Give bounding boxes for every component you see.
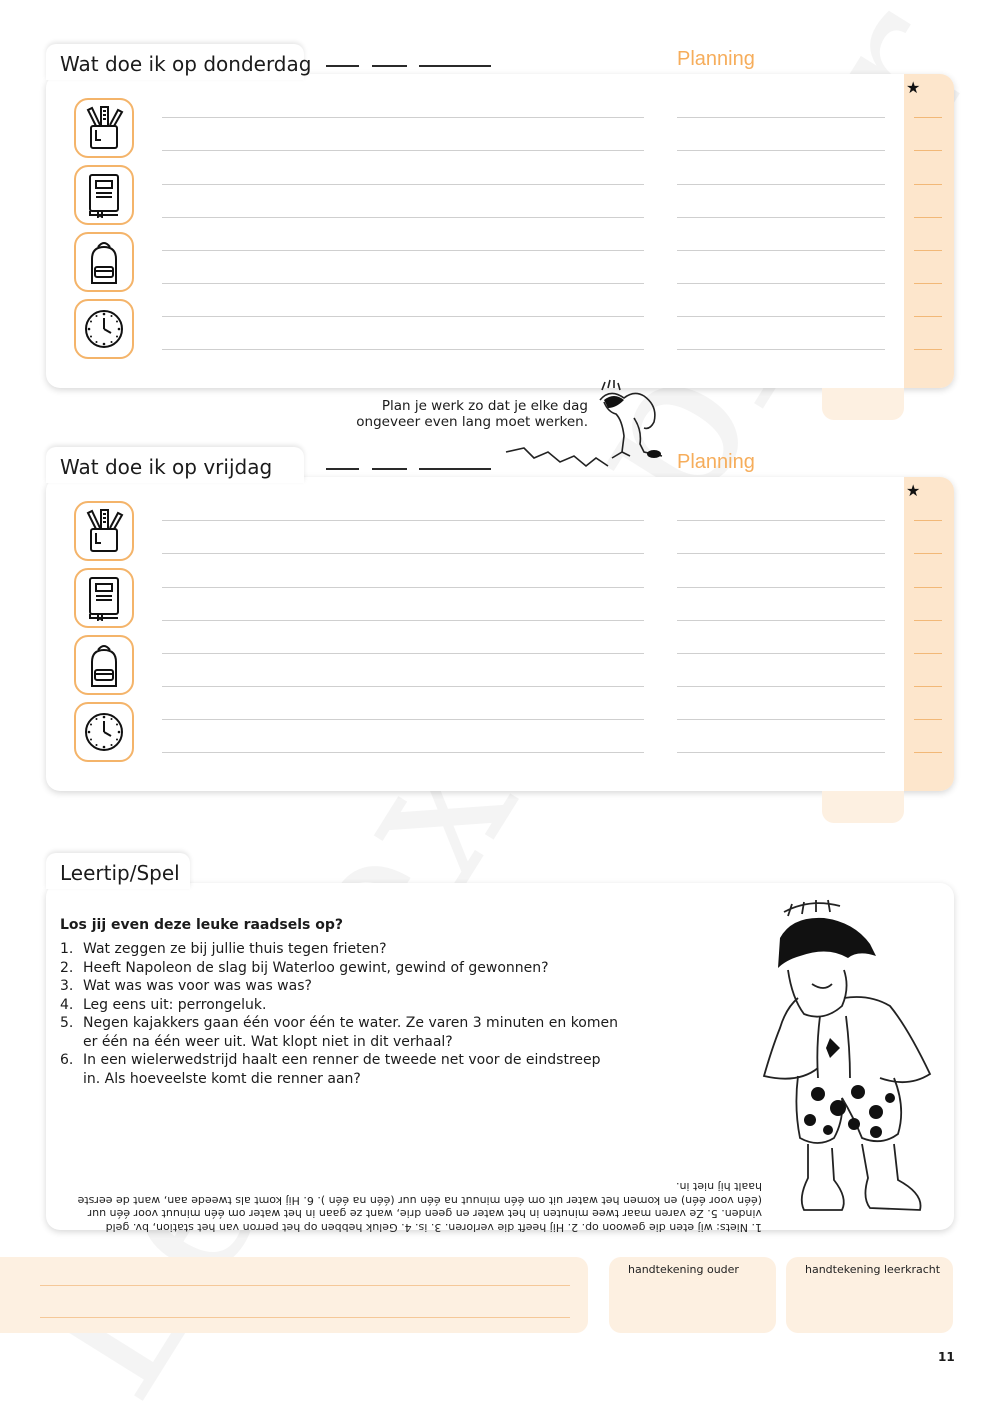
check-line[interactable] [914, 150, 942, 151]
task-line[interactable] [162, 150, 644, 151]
friday-card [46, 477, 954, 791]
check-line[interactable] [914, 752, 942, 753]
planning-line[interactable] [677, 686, 885, 687]
riddle-number: 2. [60, 959, 74, 976]
planning-line[interactable] [677, 553, 885, 554]
check-line[interactable] [914, 553, 942, 554]
check-line[interactable] [914, 620, 942, 621]
task-line[interactable] [162, 316, 644, 317]
book-icon [74, 568, 134, 628]
star-icon: ★ [906, 78, 921, 97]
date-day-line[interactable] [326, 468, 359, 470]
teacher-signature-label: handtekening leerkracht [805, 1263, 941, 1276]
planning-line[interactable] [677, 150, 885, 151]
riddle-question: Los jij even deze leuke raadsels op? [60, 917, 343, 933]
thursday-card [46, 74, 954, 388]
planning-line[interactable] [677, 719, 885, 720]
star-icon: ★ [906, 481, 921, 500]
parent-signature-label: handtekening ouder [628, 1263, 739, 1276]
check-line[interactable] [914, 184, 942, 185]
friday-check-strip [904, 477, 954, 791]
check-line[interactable] [914, 653, 942, 654]
riddle-list [60, 940, 620, 1088]
date-month-line[interactable] [372, 65, 407, 67]
clock-icon [74, 702, 134, 762]
check-line[interactable] [914, 217, 942, 218]
napoleon-illustration [758, 898, 938, 1220]
notes-box[interactable] [0, 1257, 588, 1333]
check-line[interactable] [914, 283, 942, 284]
planning-line[interactable] [677, 752, 885, 753]
planning-tip-text: Plan je werk zo dat je elke dag ongeveer even lang moet werken. [356, 398, 588, 430]
riddle-text: Wat was was voor was was was? [83, 978, 312, 994]
thursday-planning-label: Planning [677, 48, 755, 70]
riddle-text: Heeft Napoleon de slag bij Waterloo gewint, gewind of gewonnen? [83, 959, 549, 976]
friday-planning-label: Planning [677, 451, 755, 473]
clock-icon [74, 299, 134, 359]
planning-line[interactable] [677, 117, 885, 118]
friday-title: Wat doe ik op vrijdag [60, 455, 273, 479]
date-day-line[interactable] [326, 65, 359, 67]
task-line[interactable] [162, 620, 644, 621]
check-line[interactable] [914, 117, 942, 118]
check-line[interactable] [914, 250, 942, 251]
check-line[interactable] [914, 686, 942, 687]
list-item [60, 940, 620, 959]
thursday-orange-tab [822, 388, 904, 420]
pencil-cup-icon [74, 501, 134, 561]
planning-line[interactable] [677, 283, 885, 284]
riddle-number: 1. [60, 941, 74, 957]
planning-line[interactable] [677, 653, 885, 654]
friday-orange-tab [822, 791, 904, 823]
task-line[interactable] [162, 587, 644, 588]
leertip-title: Leertip/Spel [60, 861, 180, 885]
riddle-number: 4. [60, 996, 74, 1013]
planning-line[interactable] [677, 349, 885, 350]
notes-line[interactable] [40, 1317, 570, 1318]
list-item [60, 1014, 620, 1051]
riddle-text: Negen kajakkers gaan één voor één te water. Ze varen 3 minuten en komen er één na één weer uit. Wat klopt niet in dit verhaal? [83, 1015, 618, 1050]
riddle-number: 3. [60, 978, 74, 994]
task-line[interactable] [162, 283, 644, 284]
planning-line[interactable] [677, 620, 885, 621]
page-number: 11 [938, 1350, 955, 1364]
thursday-title: Wat doe ik op donderdag [60, 52, 312, 76]
planning-line[interactable] [677, 184, 885, 185]
planning-line[interactable] [677, 316, 885, 317]
backpack-icon [74, 232, 134, 292]
planning-line[interactable] [677, 250, 885, 251]
check-line[interactable] [914, 520, 942, 521]
task-line[interactable] [162, 184, 644, 185]
task-line[interactable] [162, 117, 644, 118]
task-line[interactable] [162, 686, 644, 687]
runner-illustration [504, 378, 674, 474]
list-item [60, 977, 620, 996]
task-line[interactable] [162, 752, 644, 753]
riddle-number: 5. [60, 1015, 74, 1031]
date-year-line[interactable] [419, 468, 491, 470]
pencil-cup-icon [74, 98, 134, 158]
upside-down-answers: 1. Niets: wij eten die gewoon op. 2. Hij heeft die verloren. 3. is. 4. Geluk hebben op het perron van het station, bv. geld vinden. 5. Ze varen maar twee minuten in het water en geen drie, want ze gaan in het water om één minuut voor één uur (één voor één) en komen het water uit om één minuut na één uur (één na één ). 6. Hij komt als tweede aan, want de eerste haalt hij niet in. [77, 1180, 762, 1234]
check-line[interactable] [914, 719, 942, 720]
task-line[interactable] [162, 217, 644, 218]
list-item [60, 996, 620, 1015]
check-line[interactable] [914, 587, 942, 588]
planning-line[interactable] [677, 217, 885, 218]
task-line[interactable] [162, 553, 644, 554]
check-line[interactable] [914, 316, 942, 317]
thursday-check-strip [904, 74, 954, 388]
riddle-text: In een wielerwedstrijd haalt een renner de tweede net voor de eindstreep in. Als hoeveelste komt die renner aan? [83, 1052, 601, 1087]
riddle-text: Wat zeggen ze bij jullie thuis tegen frieten? [83, 941, 387, 957]
list-item [60, 1051, 620, 1088]
riddle-number: 6. [60, 1052, 74, 1068]
backpack-icon [74, 635, 134, 695]
date-year-line[interactable] [419, 65, 491, 67]
date-month-line[interactable] [372, 468, 407, 470]
task-line[interactable] [162, 349, 644, 350]
planning-line[interactable] [677, 587, 885, 588]
planning-line[interactable] [677, 520, 885, 521]
task-line[interactable] [162, 250, 644, 251]
task-line[interactable] [162, 719, 644, 720]
task-line[interactable] [162, 653, 644, 654]
riddle-text: Leg eens uit: perrongeluk. [83, 996, 267, 1013]
list-item [60, 959, 620, 978]
notes-line[interactable] [40, 1285, 570, 1286]
book-icon [74, 165, 134, 225]
task-line[interactable] [162, 520, 644, 521]
check-line[interactable] [914, 349, 942, 350]
